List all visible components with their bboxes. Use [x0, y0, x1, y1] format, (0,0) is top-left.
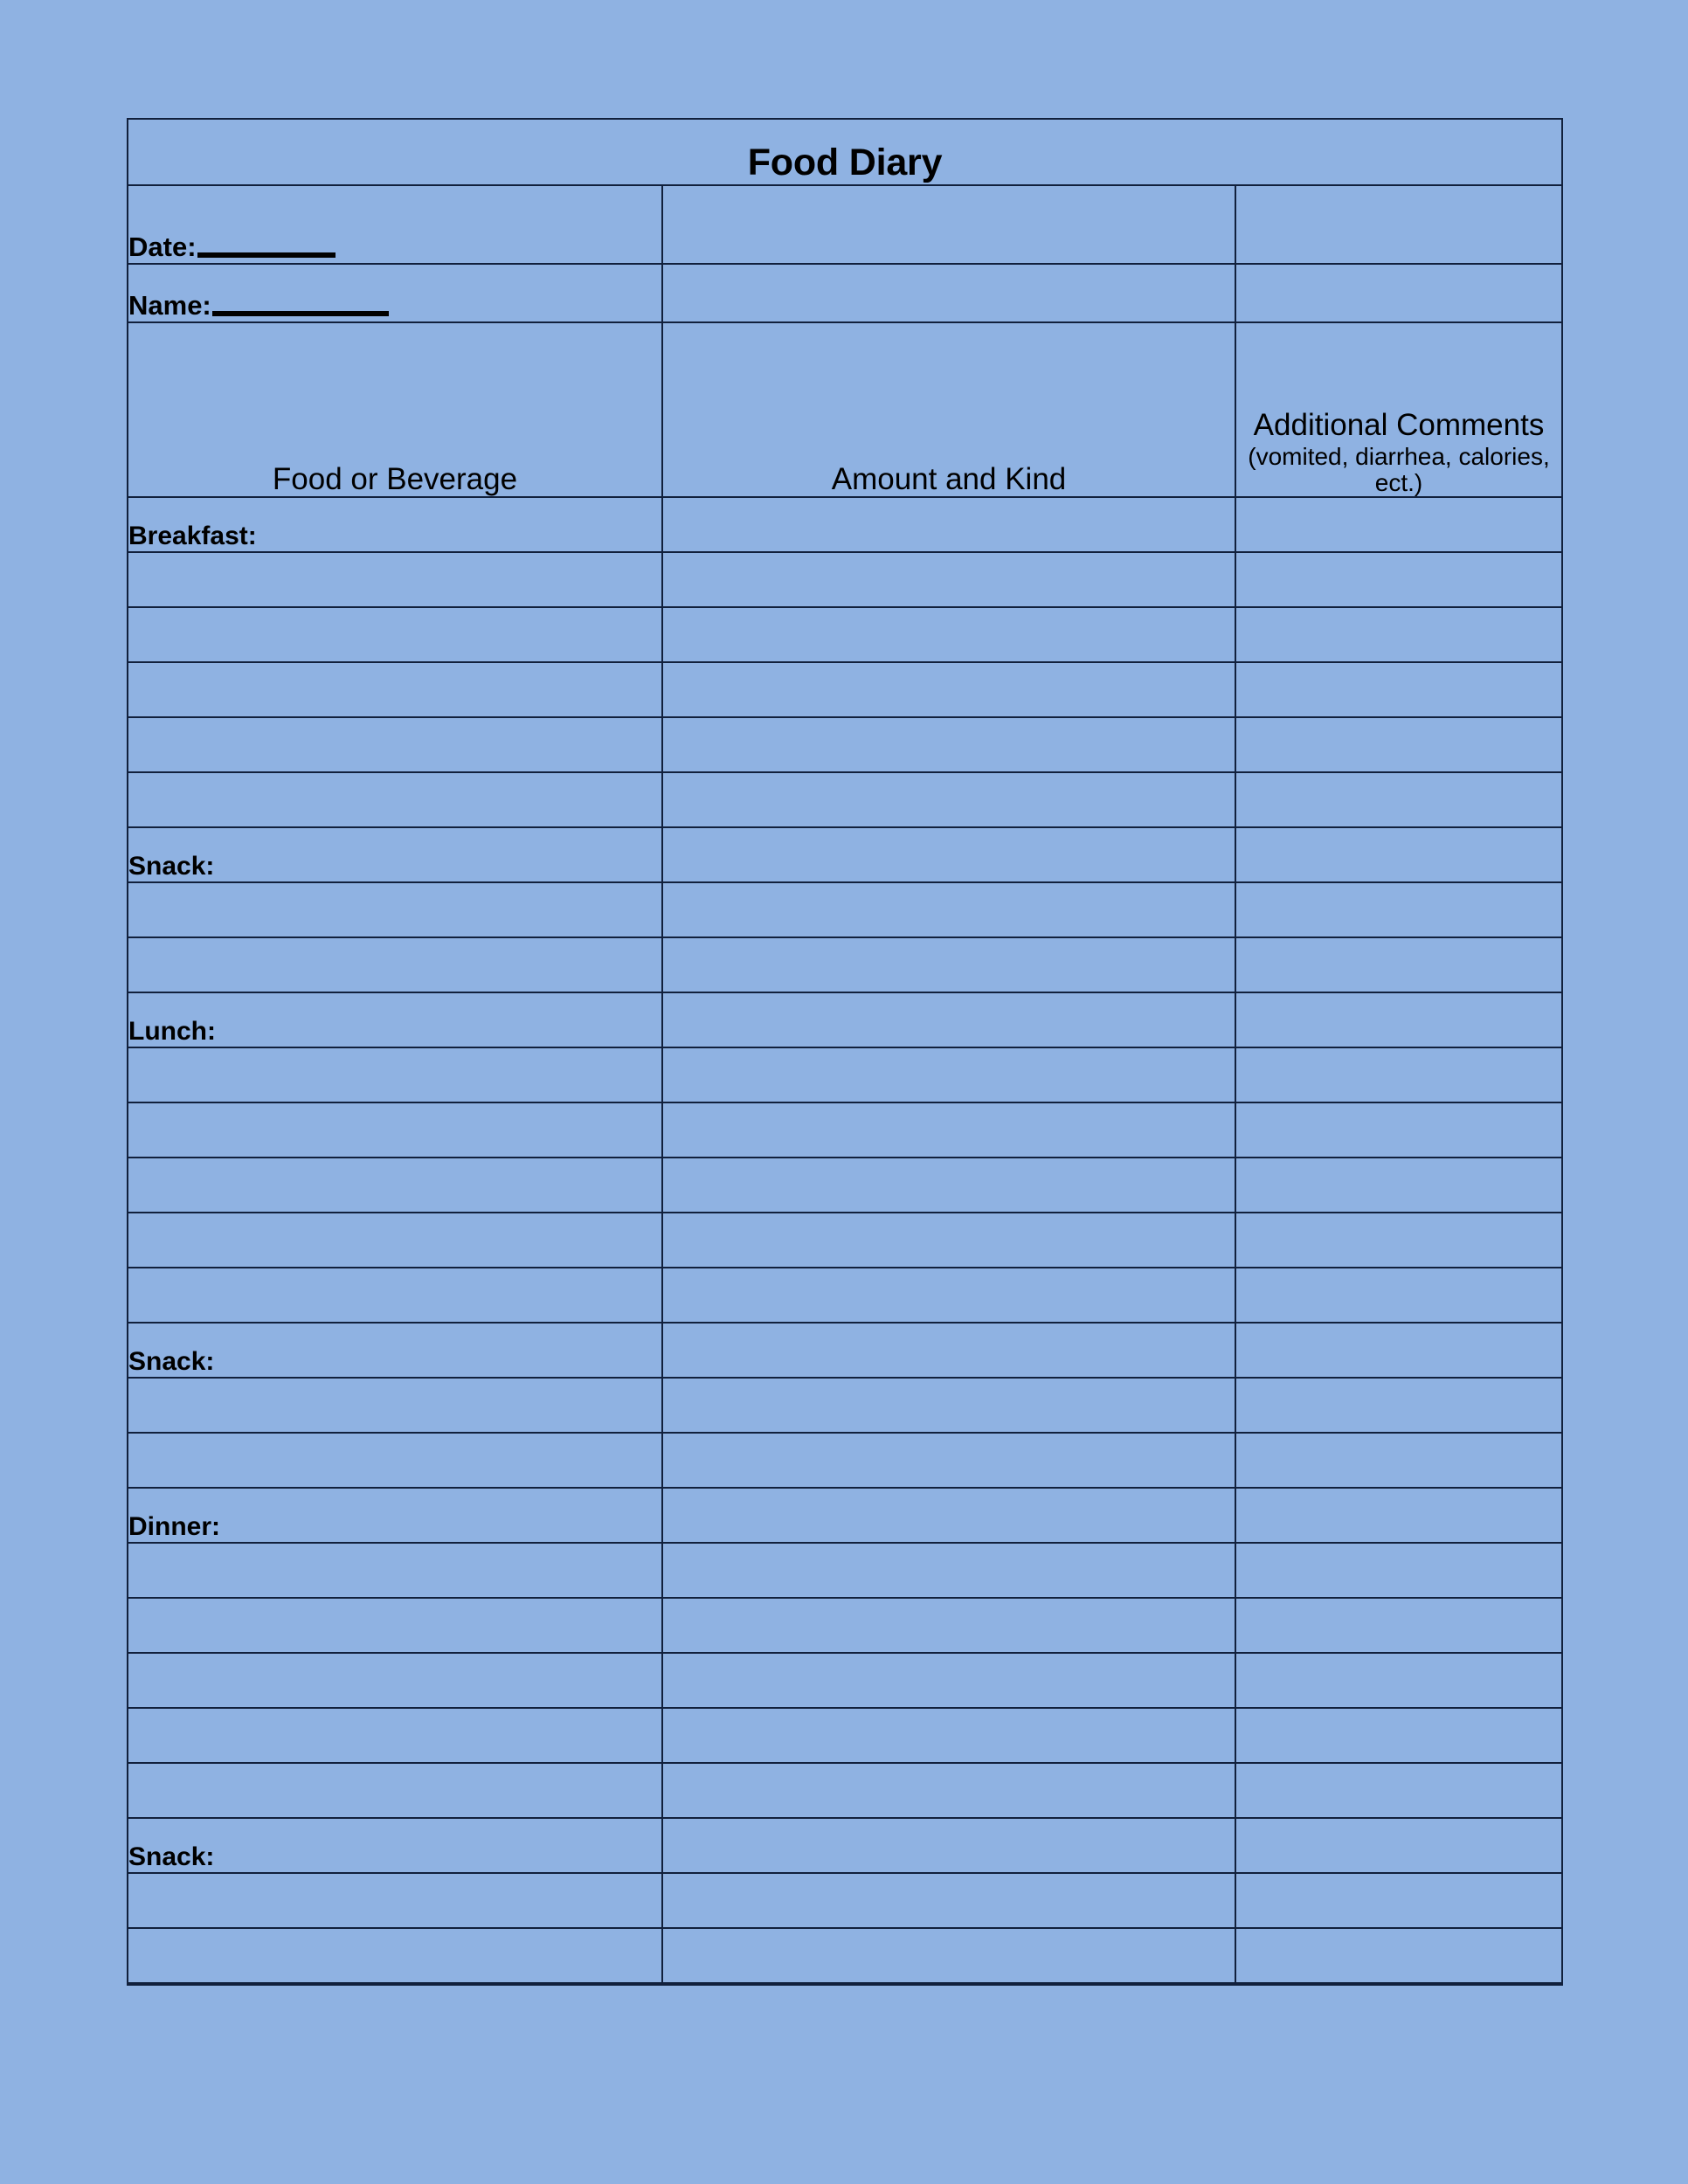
meal-section-row	[128, 1488, 1562, 1543]
entry-food-cell[interactable]	[128, 1708, 662, 1763]
entry-comments-cell[interactable]	[1235, 772, 1562, 827]
meal-amount-cell[interactable]	[662, 992, 1235, 1047]
entry-amount-cell[interactable]	[662, 1213, 1235, 1268]
entry-row	[128, 882, 1562, 937]
entry-amount-cell[interactable]	[662, 1598, 1235, 1653]
entry-row	[128, 1433, 1562, 1488]
entry-food-cell[interactable]	[128, 717, 662, 772]
entry-amount-cell[interactable]	[662, 607, 1235, 662]
entry-row	[128, 717, 1562, 772]
entry-row	[128, 1598, 1562, 1653]
entry-comments-cell[interactable]	[1235, 662, 1562, 717]
meal-section-row	[128, 827, 1562, 882]
entry-amount-cell[interactable]	[662, 1158, 1235, 1213]
meal-section-row	[128, 1323, 1562, 1378]
meal-comments-cell[interactable]	[1235, 1488, 1562, 1543]
entry-food-cell[interactable]	[128, 1102, 662, 1158]
entry-row	[128, 1102, 1562, 1158]
column-header-additional-comments	[1235, 322, 1562, 497]
meal-comments-cell[interactable]	[1235, 992, 1562, 1047]
meal-label[interactable]: Dinner:	[128, 1488, 662, 1543]
entry-food-cell[interactable]	[128, 772, 662, 827]
meal-comments-cell[interactable]	[1235, 827, 1562, 882]
meal-amount-cell[interactable]	[662, 1818, 1235, 1873]
entry-row	[128, 1543, 1562, 1598]
entry-comments-cell[interactable]	[1235, 937, 1562, 992]
entry-comments-cell[interactable]	[1235, 717, 1562, 772]
entry-amount-cell[interactable]	[662, 1873, 1235, 1928]
entry-food-cell[interactable]	[128, 1543, 662, 1598]
entry-comments-cell[interactable]	[1235, 1102, 1562, 1158]
entry-comments-cell[interactable]	[1235, 1213, 1562, 1268]
table-body	[128, 119, 1562, 1984]
entry-food-cell[interactable]	[128, 662, 662, 717]
title-row	[128, 119, 1562, 185]
entry-amount-cell[interactable]	[662, 1378, 1235, 1433]
name-blank-line[interactable]	[212, 311, 389, 316]
entry-amount-cell[interactable]	[662, 1543, 1235, 1598]
entry-row	[128, 1158, 1562, 1213]
entry-amount-cell[interactable]	[662, 1928, 1235, 1984]
meal-comments-cell[interactable]	[1235, 1818, 1562, 1873]
entry-row	[128, 1213, 1562, 1268]
additional-comments-title: Additional Comments	[1253, 407, 1545, 442]
entry-comments-cell[interactable]	[1235, 1928, 1562, 1984]
additional-comments-subtitle: (vomited, diarrhea, calories, ect.)	[1248, 442, 1550, 496]
date-row	[128, 185, 1562, 264]
entry-food-cell[interactable]	[128, 1653, 662, 1708]
entry-comments-cell[interactable]	[1235, 1873, 1562, 1928]
entry-food-cell[interactable]	[128, 1598, 662, 1653]
entry-food-cell[interactable]	[128, 1433, 662, 1488]
entry-amount-cell[interactable]	[662, 772, 1235, 827]
entry-row	[128, 1268, 1562, 1323]
entry-amount-cell[interactable]	[662, 662, 1235, 717]
entry-food-cell[interactable]	[128, 1213, 662, 1268]
entry-food-cell[interactable]	[128, 1158, 662, 1213]
name-row-cell-2[interactable]	[662, 264, 1235, 322]
entry-row	[128, 1763, 1562, 1818]
entry-row	[128, 662, 1562, 717]
entry-row	[128, 1047, 1562, 1102]
entry-comments-cell[interactable]	[1235, 882, 1562, 937]
meal-label[interactable]: Lunch:	[128, 992, 662, 1047]
meal-section-row	[128, 1818, 1562, 1873]
column-header-amount-and-kind: Amount and Kind	[662, 322, 1235, 497]
date-row-cell-3[interactable]	[1235, 185, 1562, 264]
entry-amount-cell[interactable]	[662, 717, 1235, 772]
entry-comments-cell[interactable]	[1235, 1047, 1562, 1102]
entry-amount-cell[interactable]	[662, 882, 1235, 937]
meal-label[interactable]: Snack:	[128, 1818, 662, 1873]
entry-comments-cell[interactable]	[1235, 1268, 1562, 1323]
entry-comments-cell[interactable]	[1235, 1708, 1562, 1763]
entry-row	[128, 1378, 1562, 1433]
meal-amount-cell[interactable]	[662, 1323, 1235, 1378]
entry-amount-cell[interactable]	[662, 1047, 1235, 1102]
entry-food-cell[interactable]	[128, 1378, 662, 1433]
column-header-row	[128, 322, 1562, 497]
entry-amount-cell[interactable]	[662, 1102, 1235, 1158]
entry-comments-cell[interactable]	[1235, 1158, 1562, 1213]
date-blank-line[interactable]	[197, 252, 336, 258]
food-diary-table	[127, 118, 1563, 1986]
entry-food-cell[interactable]	[128, 1873, 662, 1928]
entry-food-cell[interactable]	[128, 1928, 662, 1984]
entry-comments-cell[interactable]	[1235, 1543, 1562, 1598]
entry-comments-cell[interactable]	[1235, 552, 1562, 607]
date-field-label[interactable]	[128, 185, 662, 264]
meal-label[interactable]: Snack:	[128, 827, 662, 882]
entry-row	[128, 1653, 1562, 1708]
entry-row	[128, 607, 1562, 662]
entry-comments-cell[interactable]	[1235, 607, 1562, 662]
entry-row	[128, 772, 1562, 827]
meal-comments-cell[interactable]	[1235, 1323, 1562, 1378]
meal-section-row	[128, 992, 1562, 1047]
meal-section-row	[128, 497, 1562, 552]
entry-amount-cell[interactable]	[662, 1268, 1235, 1323]
entry-food-cell[interactable]	[128, 1268, 662, 1323]
meal-comments-cell[interactable]	[1235, 497, 1562, 552]
entry-food-cell[interactable]	[128, 552, 662, 607]
entry-amount-cell[interactable]	[662, 1433, 1235, 1488]
entry-comments-cell[interactable]	[1235, 1653, 1562, 1708]
entry-amount-cell[interactable]	[662, 1763, 1235, 1818]
entry-amount-cell[interactable]	[662, 937, 1235, 992]
entry-comments-cell[interactable]	[1235, 1433, 1562, 1488]
meal-amount-cell[interactable]	[662, 497, 1235, 552]
entry-comments-cell[interactable]	[1235, 1598, 1562, 1653]
entry-comments-cell[interactable]	[1235, 1378, 1562, 1433]
name-label-text: Name:	[128, 290, 211, 321]
meal-amount-cell[interactable]	[662, 1488, 1235, 1543]
meal-label[interactable]: Breakfast:	[128, 497, 662, 552]
name-field-label[interactable]	[128, 264, 662, 322]
entry-row	[128, 552, 1562, 607]
page-title: Food Diary	[128, 119, 1562, 185]
entry-row	[128, 1928, 1562, 1984]
column-header-food-or-beverage: Food or Beverage	[128, 322, 662, 497]
entry-food-cell[interactable]	[128, 882, 662, 937]
meal-amount-cell[interactable]	[662, 827, 1235, 882]
entry-comments-cell[interactable]	[1235, 1763, 1562, 1818]
entry-food-cell[interactable]	[128, 607, 662, 662]
name-row	[128, 264, 1562, 322]
entry-food-cell[interactable]	[128, 1047, 662, 1102]
date-label-text: Date:	[128, 232, 197, 262]
entry-row	[128, 1873, 1562, 1928]
entry-food-cell[interactable]	[128, 937, 662, 992]
entry-amount-cell[interactable]	[662, 1653, 1235, 1708]
meal-label[interactable]: Snack:	[128, 1323, 662, 1378]
entry-row	[128, 1708, 1562, 1763]
entry-row	[128, 937, 1562, 992]
entry-amount-cell[interactable]	[662, 1708, 1235, 1763]
name-row-cell-3[interactable]	[1235, 264, 1562, 322]
date-row-cell-2[interactable]	[662, 185, 1235, 264]
entry-food-cell[interactable]	[128, 1763, 662, 1818]
entry-amount-cell[interactable]	[662, 552, 1235, 607]
